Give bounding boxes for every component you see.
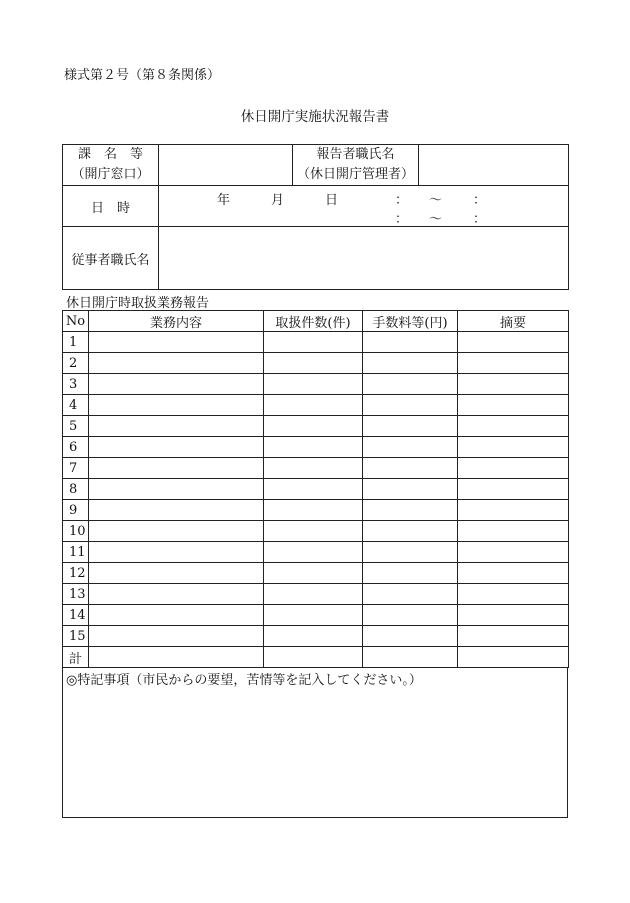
col-count: 取扱件数(件): [264, 311, 363, 332]
business-cell[interactable]: [89, 542, 264, 563]
row-number: 10: [63, 521, 89, 542]
count-cell[interactable]: [264, 542, 363, 563]
work-report-table: [62, 310, 569, 668]
fee-cell[interactable]: [363, 437, 458, 458]
remarks-cell[interactable]: [458, 479, 569, 500]
count-cell[interactable]: [264, 332, 363, 353]
count-cell[interactable]: [264, 500, 363, 521]
count-cell[interactable]: [264, 563, 363, 584]
remarks-cell[interactable]: [458, 500, 569, 521]
row-number: 5: [63, 416, 89, 437]
end-time-colon-2: ：: [473, 212, 487, 227]
business-cell[interactable]: [89, 647, 264, 668]
table-row: [63, 647, 569, 668]
table-row: [63, 500, 569, 521]
reporter-label: 報告者職氏名: [316, 147, 395, 162]
fee-cell[interactable]: [363, 374, 458, 395]
fee-cell[interactable]: [363, 479, 458, 500]
fee-cell[interactable]: [363, 416, 458, 437]
table-row: [63, 353, 569, 374]
business-cell[interactable]: [89, 605, 264, 626]
reporter-field[interactable]: [419, 145, 569, 186]
remarks-cell[interactable]: [458, 605, 569, 626]
count-cell[interactable]: [264, 374, 363, 395]
end-time-colon: ：: [473, 193, 487, 208]
department-sublabel: （開庁窓口）: [71, 167, 150, 182]
business-cell[interactable]: [89, 332, 264, 353]
table-row: [63, 542, 569, 563]
business-cell[interactable]: [89, 353, 264, 374]
fee-cell[interactable]: [363, 395, 458, 416]
business-cell[interactable]: [89, 479, 264, 500]
count-cell[interactable]: [264, 416, 363, 437]
business-cell[interactable]: [89, 458, 264, 479]
business-cell[interactable]: [89, 500, 264, 521]
remarks-cell[interactable]: [458, 458, 569, 479]
count-cell[interactable]: [264, 479, 363, 500]
remarks-cell[interactable]: [458, 437, 569, 458]
remarks-cell[interactable]: [458, 563, 569, 584]
remarks-cell[interactable]: [458, 332, 569, 353]
year-label: 年: [217, 193, 231, 208]
fee-cell[interactable]: [363, 584, 458, 605]
count-cell[interactable]: [264, 521, 363, 542]
row-number: 15: [63, 626, 89, 647]
row-number: 12: [63, 563, 89, 584]
remarks-cell[interactable]: [458, 542, 569, 563]
document-title: 休日開庁実施状況報告書: [240, 109, 390, 125]
remarks-cell[interactable]: [458, 416, 569, 437]
table-row: [63, 395, 569, 416]
business-cell[interactable]: [89, 374, 264, 395]
start-time-colon-2: ：: [395, 212, 409, 227]
row-number: 11: [63, 542, 89, 563]
business-cell[interactable]: [89, 521, 264, 542]
remarks-cell[interactable]: [458, 584, 569, 605]
row-number: 8: [63, 479, 89, 500]
fee-cell[interactable]: [363, 605, 458, 626]
count-cell[interactable]: [264, 353, 363, 374]
fee-cell[interactable]: [363, 353, 458, 374]
special-notes-label: ◎特記事項（市民からの要望，苦情等を記入してください。）: [66, 673, 422, 688]
header-table: [62, 144, 569, 290]
start-time-colon: ：: [395, 193, 409, 208]
count-cell[interactable]: [264, 605, 363, 626]
remarks-cell[interactable]: [458, 626, 569, 647]
count-cell[interactable]: [264, 584, 363, 605]
business-cell[interactable]: [89, 437, 264, 458]
count-cell[interactable]: [264, 395, 363, 416]
row-number: 13: [63, 584, 89, 605]
reporter-sublabel: （休日開庁管理者）: [296, 167, 414, 182]
time-range-tilde-2: 〜: [429, 212, 443, 227]
fee-cell[interactable]: [363, 563, 458, 584]
form-number: 様式第２号（第８条関係）: [64, 68, 221, 83]
remarks-cell[interactable]: [458, 353, 569, 374]
remarks-cell[interactable]: [458, 521, 569, 542]
business-cell[interactable]: [89, 416, 264, 437]
fee-cell[interactable]: [363, 500, 458, 521]
row-number: 9: [63, 500, 89, 521]
section-label: 休日開庁時取扱業務報告: [66, 296, 210, 311]
row-number: 計: [63, 647, 89, 668]
table-row: [63, 437, 569, 458]
time-range-tilde: 〜: [429, 193, 443, 208]
row-number: 4: [63, 395, 89, 416]
fee-cell[interactable]: [363, 542, 458, 563]
table-row: [63, 332, 569, 353]
table-row: [63, 416, 569, 437]
row-number: 2: [63, 353, 89, 374]
row-number: 1: [63, 332, 89, 353]
row-number: 7: [63, 458, 89, 479]
table-row: [63, 563, 569, 584]
table-row: [63, 374, 569, 395]
col-no: No: [63, 311, 89, 332]
business-cell[interactable]: [89, 395, 264, 416]
col-remarks: 摘要: [458, 311, 569, 332]
department-label-cell: [63, 145, 159, 186]
business-cell[interactable]: [89, 626, 264, 647]
row-number: 3: [63, 374, 89, 395]
remarks-cell[interactable]: [458, 374, 569, 395]
remarks-cell[interactable]: [458, 395, 569, 416]
datetime-field[interactable]: [159, 186, 569, 227]
fee-cell[interactable]: [363, 521, 458, 542]
reporter-label-cell: [293, 145, 419, 186]
row-number: 6: [63, 437, 89, 458]
table-row: [63, 521, 569, 542]
datetime-label: 日 時: [63, 186, 159, 227]
business-cell[interactable]: [89, 584, 264, 605]
department-field[interactable]: [159, 145, 293, 186]
count-cell[interactable]: [264, 647, 363, 668]
table-row: [63, 626, 569, 647]
count-cell[interactable]: [264, 458, 363, 479]
staff-label: 従事者職氏名: [63, 227, 159, 290]
report-header-row: [63, 311, 569, 332]
remarks-cell[interactable]: [458, 647, 569, 668]
col-fee: 手数料等(円): [363, 311, 458, 332]
row-number: 14: [63, 605, 89, 626]
department-label: 課 名 等: [77, 147, 143, 162]
month-label: 月: [271, 193, 285, 208]
special-notes-box[interactable]: [62, 667, 568, 818]
day-label: 日: [325, 193, 339, 208]
table-row: [63, 584, 569, 605]
staff-field[interactable]: [159, 227, 569, 290]
table-row: [63, 479, 569, 500]
fee-cell[interactable]: [363, 626, 458, 647]
business-cell[interactable]: [89, 563, 264, 584]
table-row: [63, 458, 569, 479]
fee-cell[interactable]: [363, 458, 458, 479]
fee-cell[interactable]: [363, 332, 458, 353]
fee-cell[interactable]: [363, 647, 458, 668]
table-row: [63, 605, 569, 626]
count-cell[interactable]: [264, 626, 363, 647]
count-cell[interactable]: [264, 437, 363, 458]
col-business: 業務内容: [89, 311, 264, 332]
